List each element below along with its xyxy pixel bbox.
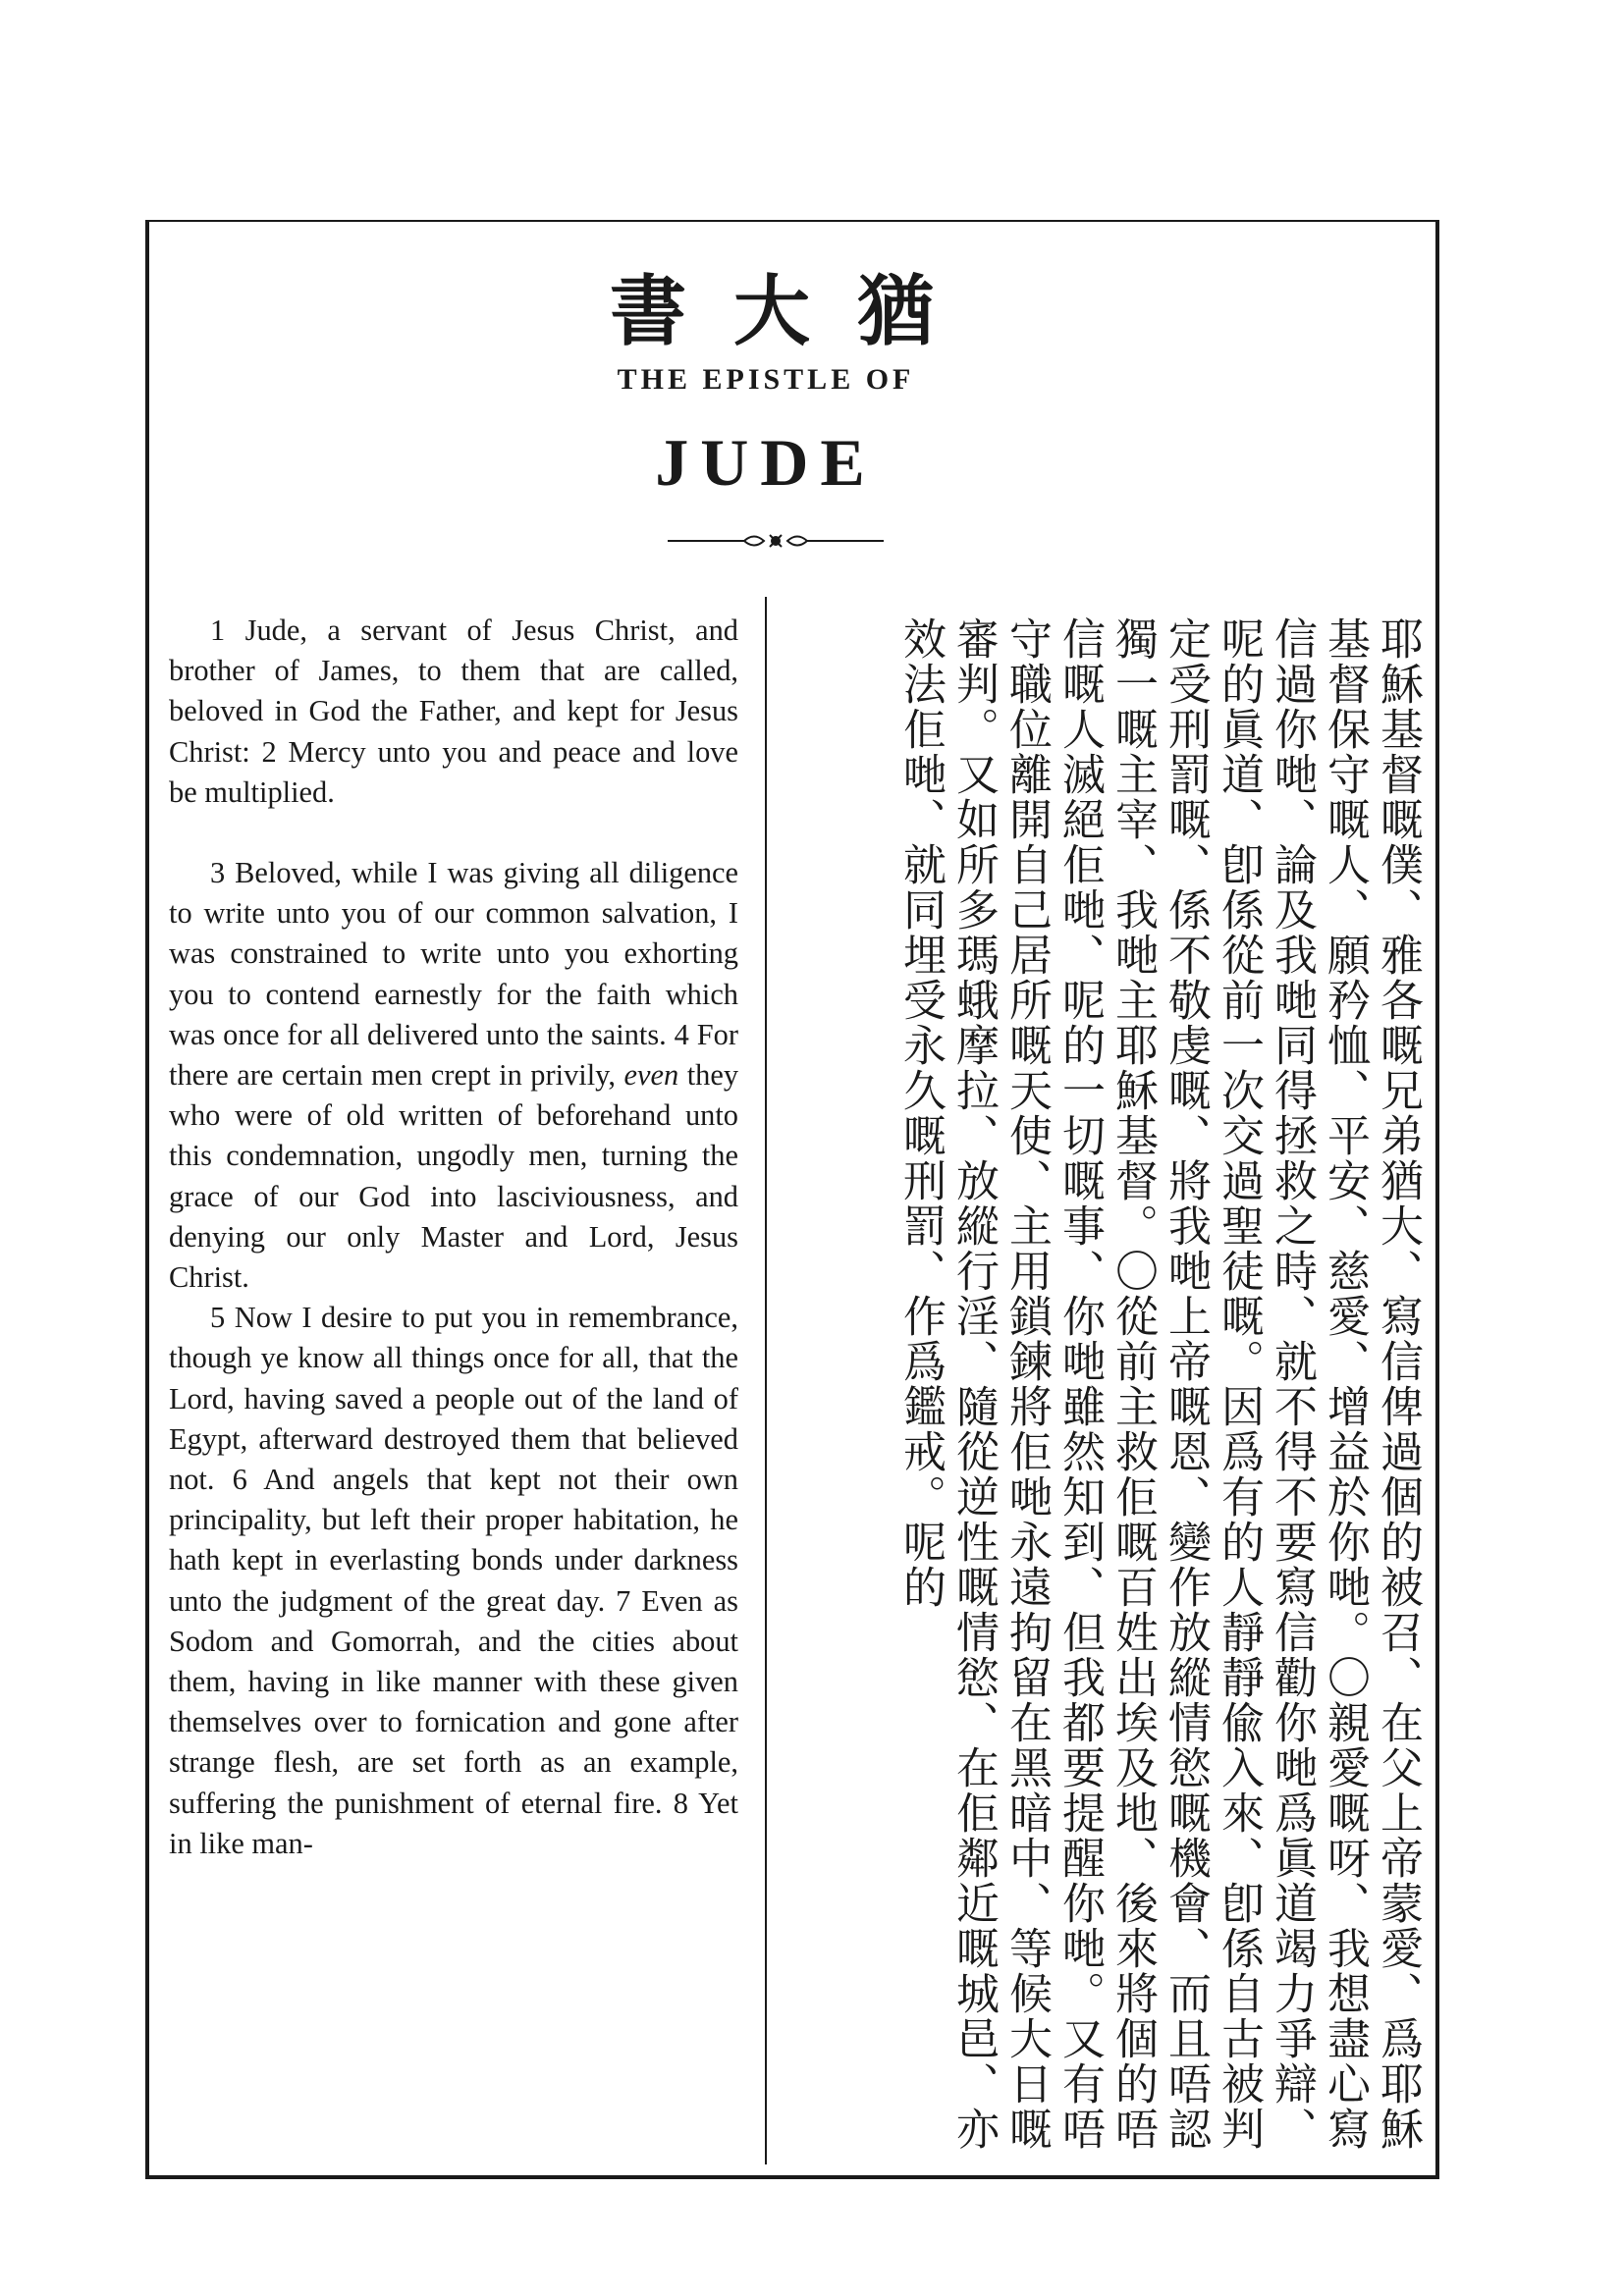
english-paragraph-3: 5 Now I desire to put you in remembrance, though ye know all things once for all, that the Lord, having saved a people out of the land of Egypt, afterward destroyed them that believed not. 6 And angels that kept not their own principality, but left their proper habitation, he hath kept in everlasting bonds under darkness unto the judgment of the great day. 7 Even as Sodom and Gomorrah, and the cities about them, having in like manner with these given themselves over to fornication and gone after strange flesh, are set forth as an example, suffering the punishment of eternal fire. 8 Yet in like man- (169, 1301, 738, 1860)
column-divider (765, 597, 767, 2164)
chinese-text-column: 耶穌基督嘅僕、雅各嘅兄弟猶大、寫信俾過個的被召、在父上帝蒙愛、爲耶穌基督保守嘅人、願矜恤、平安、慈愛、增益於你哋。〇親愛嘅呀、我想盡心寫信過你哋、論及我哋同得拯救之時、就不得不要寫信勸你哋爲眞道竭力爭辯、呢的眞道、卽係從前一次交過聖徒嘅。因爲有的人靜靜偸入來、卽係自古被判定受刑罰嘅、係不敬虔嘅、將我哋上帝嘅恩、變作放縱情慾嘅機會、而且唔認獨一嘅主宰、我哋主耶穌基督。〇從前主救佢嘅百姓出埃及地、後來將個的唔信嘅人滅絕佢哋、呢的一切嘅事、你哋雖然知到、但我都要提醒你哋。又有唔守職位離開自己居所嘅天使、主用鎖鍊將佢哋永遠拘留在黑暗中、等候大日嘅審判。又如所多瑪蛾摩拉、放縱行淫、隨從逆性嘅情慾、在佢鄰近嘅城邑、亦效法佢哋、就同埋受永久嘅刑罰、作爲鑑戒。呢的 (895, 616, 1423, 2152)
english-subtitle: THE EPISTLE OF (617, 363, 915, 396)
chinese-title: 書大猶 (609, 268, 981, 356)
english-text-column (169, 611, 738, 1864)
english-paragraph-2: 3 Beloved, while I was giving all diligence to write unto you of our common salvation, I was constrained to write unto you exhorting you to contend earnestly for the faith which was once for all delivered unto the saints. 4 For there are certain men crept in privily, even they who were of old written of beforehand unto this condemnation, ungodly men, turning the grace of our God into lasciviousness, and denying our only Master and Lord, Jesus Christ. (169, 856, 739, 1295)
english-title: JUDE (655, 425, 877, 500)
vine-ornament-icon (668, 526, 884, 556)
english-paragraph-1: 1 Jude, a servant of Jesus Christ, and brother of James, to them that are called, beloved in God the Father, and kept for Jesus Christ: 2 Mercy unto you and peace and love be multiplied. (169, 614, 738, 809)
